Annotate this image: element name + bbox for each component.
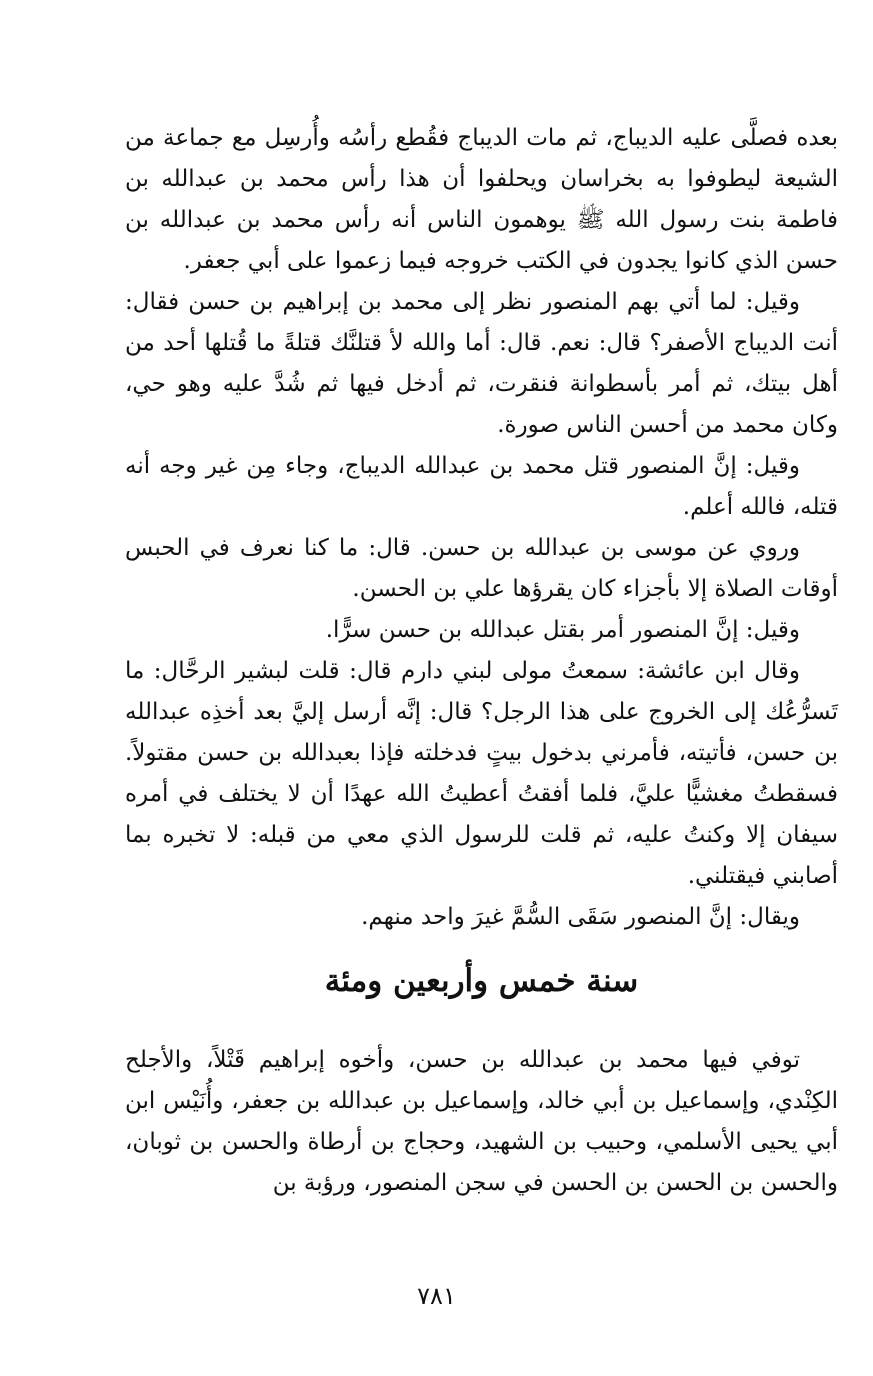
section-heading: سنة خمس وأربعين ومئة: [324, 963, 639, 999]
paragraph-poison: ويقال: إنَّ المنصور سَقَى السُّمَّ غيرَ واحد منهم.: [361, 904, 800, 930]
paragraph-ibn-aisha: وقال ابن عائشة: سمعتُ مولى لبني دارم قال: قلت لبشير الرحَّال: ما تَسرُّعُك إلى الخروج على هذا الرجل؟ قال: إنَّه أرسل إليَّ بعد أخذِه عبدالله بن حسن، فأتيته، فأمرني بدخول بيتٍ فدخلته فإذا بعبدالله بن حسن مقتولاً. فسقطتُ مغشيًّا عليَّ، فلما أفقتُ أعطيتُ الله عهدًا أن لا يختلف في أمره سيفان إلا وكنتُ عليه، ثم قلت للرسول الذي معي من قبله: لا تخبره بما أصابني فيقتلني.: [125, 658, 838, 889]
paragraph-dibaj-asfar: وقيل: لما أتي بهم المنصور نظر إلى محمد بن إبراهيم بن حسن فقال: أنت الديباج الأصفر؟ قال: نعم. قال: أما والله لأ قتلنَّك قتلةً ما قُتلها أحد من أهل بيتك، ثم أمر بأسطوانة فنقرت، ثم أدخل فيها ثم شُدَّ عليه وهو حي، وكان محمد من أحسن الناس صورة.: [125, 289, 838, 438]
paragraph-musa-narration: وروي عن موسى بن عبدالله بن حسن. قال: ما كنا نعرف في الحبس أوقات الصلاة إلا بأجزاء كان يقرؤها علي بن الحسن.: [125, 535, 838, 602]
page-body: [125, 118, 838, 1204]
page-number: ٧٨١: [417, 1282, 456, 1310]
paragraph-deaths-list: توفي فيها محمد بن عبدالله بن حسن، وأخوه إبراهيم قَتْلاً، والأجلح الكِنْدي، وإسماعيل بن أبي خالد، وإسماعيل بن عبدالله بن جعفر، وأُنَيْس ابن أبي يحيى الأسلمي، وحبيب بن الشهيد، وحجاج بن أرطاة والحسن بن ثوبان، والحسن بن الحسن بن الحسن في سجن المنصور، ورؤبة بن: [125, 1047, 838, 1196]
paragraph-mansur-killed-dibaj: وقيل: إنَّ المنصور قتل محمد بن عبدالله الديباج، وجاء مِن غير وجه أنه قتله، فالله أعلم.: [125, 453, 838, 520]
paragraph-secret-killing: وقيل: إنَّ المنصور أمر بقتل عبدالله بن حسن سرًّا.: [325, 617, 800, 643]
paragraph-opening: بعده فصلَّى عليه الديباج، ثم مات الديباج فقُطع رأسُه وأُرسِل مع جماعة من الشيعة ليطوفوا به بخراسان ويحلفوا أن هذا رأس محمد بن عبدالله بن فاطمة بنت رسول الله ﷺ يوهمون الناس أنه رأس محمد بن عبدالله بن حسن الذي كانوا يجدون في الكتب خروجه فيما زعموا على أبي جعفر.: [125, 125, 838, 274]
